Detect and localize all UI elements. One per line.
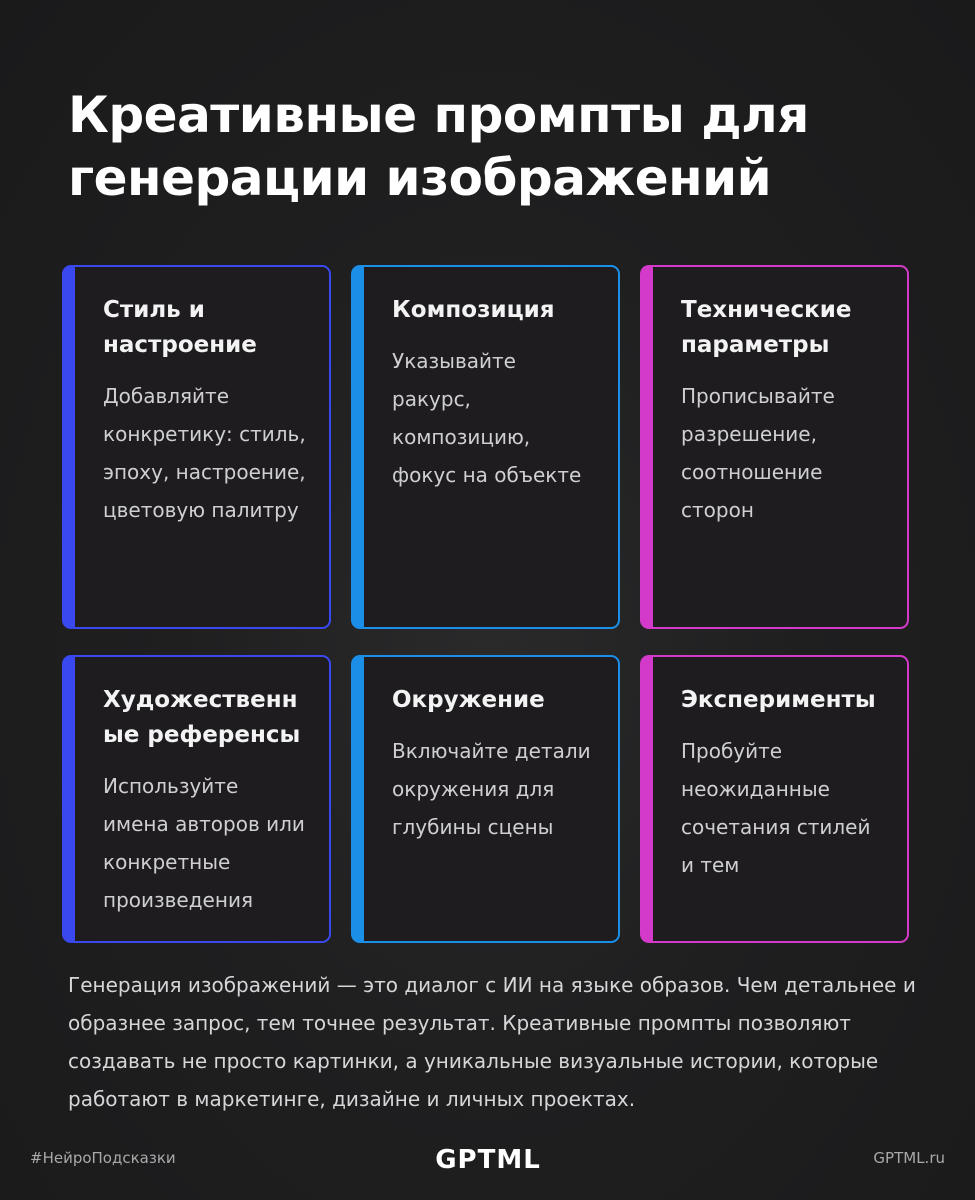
summary-text: Генерация изображений — это диалог с ИИ на языке образов. Чем детальнее и образнее запрос, тем точнее результат. Креативные промпты позволяют создавать не просто картинки, а уникальные визуальные истории, которые работают в маркетинге, дизайне и личных проектах. — [68, 973, 916, 1111]
card-title: Композиция — [392, 297, 555, 323]
card-text: Добавляйте конкретику: стиль, эпоху, настроение, цветовую палитру — [103, 384, 306, 522]
title-line-1: Креативные промпты для — [68, 86, 809, 144]
gptml-logo — [432, 1141, 544, 1175]
card-title: Художественные референсы — [103, 687, 301, 748]
card-text: Пробуйте неожиданные сочетания стилей и тем — [681, 739, 871, 877]
page-title — [68, 84, 928, 210]
card-experiments — [640, 655, 909, 943]
card-text: Указывайте ракурс, композицию, фокус на объекте — [392, 349, 582, 487]
hashtag: #НейроПодсказки — [30, 1149, 176, 1167]
card-title: Стиль и настроение — [103, 297, 257, 358]
card-text: Прописывайте разрешение, соотношение сторон — [681, 384, 835, 522]
card-text: Используйте имена авторов или конкретные произведения — [103, 774, 305, 912]
site-url: GPTML.ru — [873, 1149, 945, 1167]
card-art-references — [62, 655, 331, 943]
card-title: Окружение — [392, 687, 545, 713]
card-title: Технические параметры — [681, 297, 852, 358]
title-line-2: генерации изображений — [68, 149, 772, 207]
card-title: Эксперименты — [681, 687, 876, 713]
card-composition — [351, 265, 620, 629]
card-text: Включайте детали окружения для глубины сцены — [392, 739, 591, 839]
logo-text: GPTML — [435, 1145, 541, 1175]
card-style-mood — [62, 265, 331, 629]
card-technical-params — [640, 265, 909, 629]
card-environment — [351, 655, 620, 943]
